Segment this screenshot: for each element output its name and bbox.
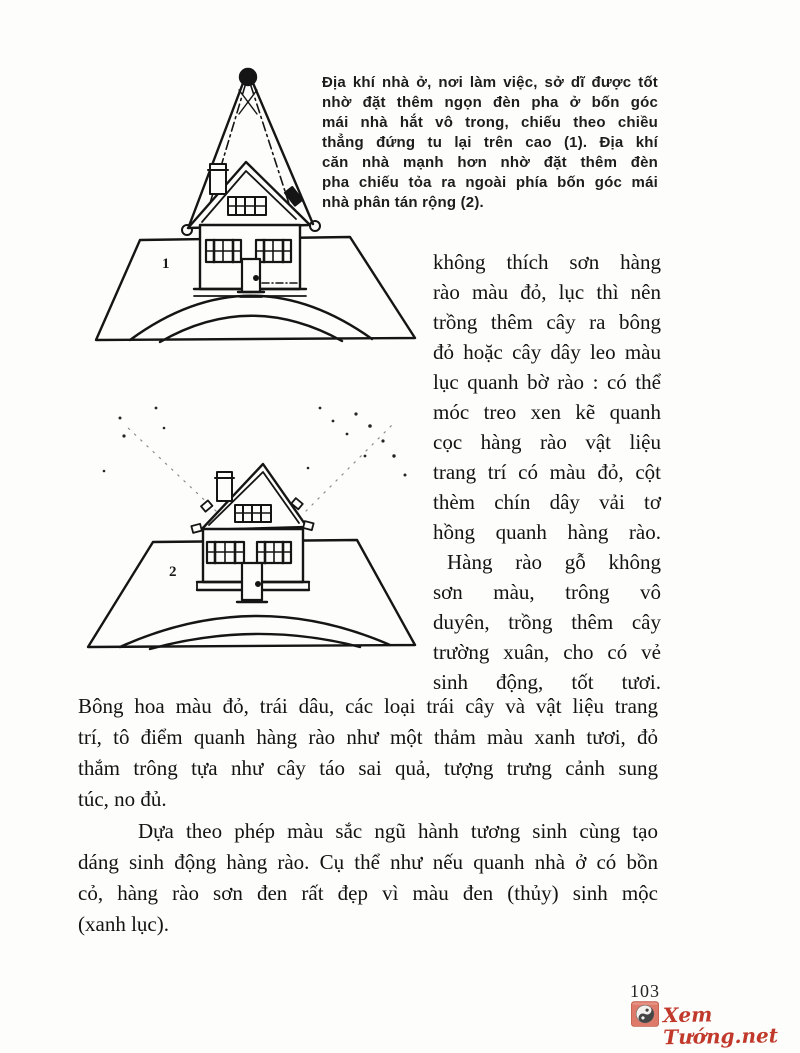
figure-2-label: 2 [169, 564, 177, 580]
paragraph-wooden-fence [433, 547, 661, 697]
text-line: Hàng rào gỗ không [447, 550, 661, 574]
text-line: Dựa theo phép màu sắc ngũ hành tương sinh cùng tạo [138, 819, 658, 843]
text-line: dáng sinh động hàng rào. Cụ thể như nếu quanh nhà ở có bồn [78, 850, 658, 874]
paragraph-flowers-fruits [78, 691, 658, 815]
figure-house-dispersing-light [56, 396, 444, 696]
text-line: Địa khí nhà ở, nơi làm việc, sở dĩ được tốt [322, 74, 658, 91]
text-line: duyên, trồng thêm cây [433, 610, 661, 634]
text-line: Bông hoa màu đỏ, trái dâu, các loại trái cây và vật liệu trang [78, 694, 658, 718]
paragraph-five-elements [78, 816, 658, 940]
text-line: mái nhà hắt vô trong, chiếu theo chiều [322, 114, 658, 131]
scattered-light-dots [103, 407, 407, 477]
text-line: không thích sơn hàng [433, 250, 661, 274]
page-number: 103 [630, 981, 660, 1001]
text-line: nhờ đặt thêm ngọn đèn pha ở bốn góc [322, 94, 658, 111]
text-line: sinh động, tốt tươi. [433, 670, 661, 694]
text-line: cọc hàng rào vật liệu [433, 430, 661, 454]
text-line: thẳng đứng tu lại trên cao (1). Địa khí [322, 134, 658, 151]
watermark-text: Xem Tướng.net [662, 1002, 779, 1050]
text-line: đỏ hoặc cây dây leo màu [433, 340, 661, 364]
text-line: nhà phân tán rộng (2). [322, 194, 484, 211]
figure-caption [322, 73, 658, 213]
convergence-point [240, 69, 256, 85]
text-line: túc, no đủ. [78, 787, 167, 811]
figure-1-label: 1 [162, 256, 170, 272]
text-line: (xanh lục). [78, 912, 169, 936]
text-line: căn nhà mạnh hơn nhờ đặt thêm đèn [322, 154, 658, 171]
text-line: cỏ, hàng rào sơn đen rất đẹp vì màu đen (thủy) sinh mộc [78, 881, 658, 905]
watermark [631, 998, 800, 1050]
text-line: thắm trông tựa như cây táo sai quả, tượng trưng cảnh sung [78, 756, 658, 780]
yin-yang-icon [631, 998, 659, 1030]
paragraph-fence-colors [433, 247, 661, 547]
text-line: trồng thêm cây ra bông [433, 310, 661, 334]
text-line: pha chiếu tỏa ra ngoài phía bốn góc mái [322, 174, 658, 191]
text-line: hồng quanh hàng rào. [433, 520, 661, 544]
text-line: sơn màu, trông vô [433, 580, 661, 604]
text-line: trí, tô điểm quanh hàng rào như một thảm màu xanh tươi, đỏ [78, 725, 658, 749]
text-line: móc treo xen kẽ quanh [433, 400, 661, 424]
text-line: lục quanh bờ rào : có thể [433, 370, 661, 394]
text-column-right [433, 247, 661, 697]
text-line: rào màu đỏ, lục thì nên [433, 280, 661, 304]
text-line: trang trí có màu đỏ, cột [433, 460, 661, 484]
text-line: thèm chín dây vải tơ [433, 490, 661, 514]
text-line: trường xuân, cho có vẻ [433, 640, 661, 664]
house-2-illustration [56, 396, 444, 696]
